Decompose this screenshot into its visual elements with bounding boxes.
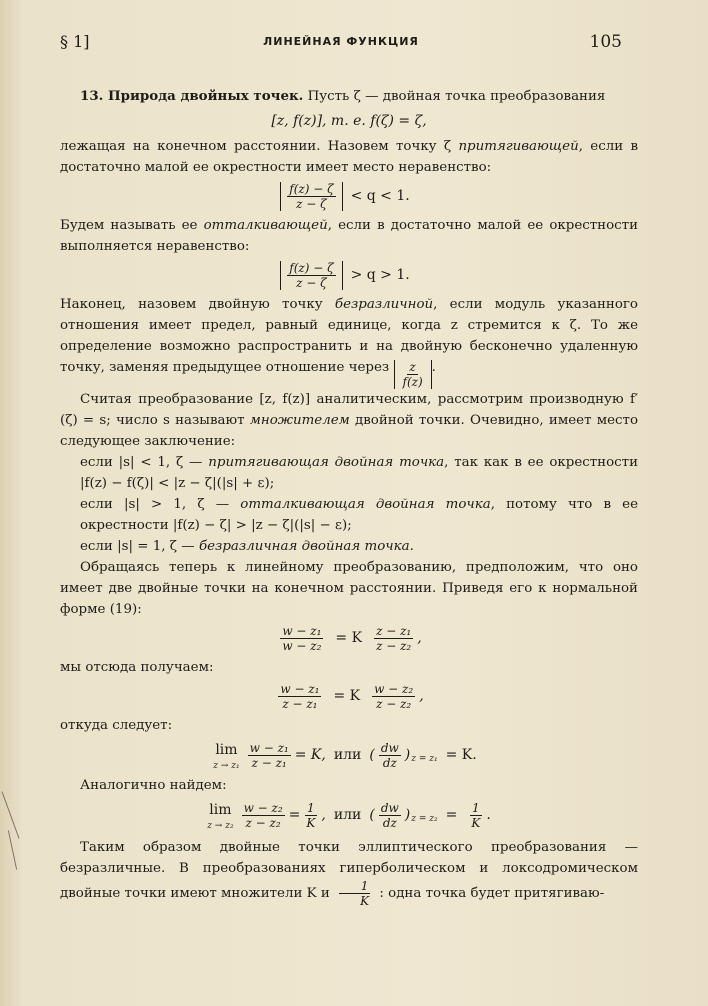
inequality-repelling (60, 261, 638, 290)
text-similarly: Аналогично найдем: (80, 778, 227, 793)
term: отталкивающая двойная точка (240, 497, 491, 512)
page-body (60, 86, 638, 908)
or-word: или (333, 747, 362, 763)
numerator: z − z₁ (376, 624, 412, 638)
fraction (469, 801, 482, 830)
equals: = (288, 807, 301, 823)
equation-limit-z1 (60, 740, 638, 771)
denominator: z − z₁ (251, 756, 287, 770)
numerator: f(z) − ζ (289, 261, 334, 275)
text-we-get: мы отсюда получаем: (60, 660, 214, 675)
margin-pencil-mark (1, 791, 19, 838)
abs-value (280, 182, 342, 211)
equals: = (445, 807, 458, 823)
text: , если модуль указанного отношения имеет предел, равный единице, когда z стремится к ζ. То же определение возможно распространить и на двойную бесконечно удаленную точку, заменяя предыдущее отношение через (60, 297, 638, 375)
equation-rearranged (60, 682, 638, 711)
derivative: ( $\frac{dw}{dz}$ ) $_{z = z_2}$ (369, 801, 438, 830)
derivative-subscript: z = z₁ (411, 754, 438, 764)
denominator: dz (382, 816, 397, 830)
formula-text: [z, f(z)], т. е. f(ζ) = ζ, (271, 113, 427, 129)
fraction (304, 801, 317, 830)
fraction (280, 624, 323, 653)
case-indifferent (60, 536, 638, 557)
denominator: z − z₂ (245, 816, 281, 830)
equals-k: = K (333, 688, 361, 704)
numerator: 1 (339, 879, 371, 894)
fraction (374, 624, 413, 653)
denominator: z − ζ (296, 276, 327, 290)
para-indifferent (60, 294, 638, 389)
numerator: 1 (307, 801, 315, 815)
fraction (242, 801, 285, 830)
denominator: dz (382, 756, 397, 770)
case-attracting (60, 452, 638, 494)
punct: , (419, 688, 424, 704)
abs-value (394, 360, 432, 389)
lim-subscript: z → z₁ (213, 761, 240, 771)
derivative-subscript: z = z₂ (411, 814, 438, 824)
case-repelling (60, 494, 638, 536)
text: . (431, 360, 436, 375)
limit (213, 740, 239, 771)
numerator: dw (380, 741, 399, 755)
fraction (248, 741, 291, 770)
text: : одна точка будет притягиваю- (379, 886, 605, 901)
term-repelling: отталкивающей (203, 218, 328, 233)
relation: > q > 1. (350, 267, 410, 283)
text: Будем называть ее (60, 218, 204, 233)
text: , так как в ее окрестности |f(z) − f(ζ)| < |z − ζ|(|s| + ε); (80, 455, 638, 491)
numerator: 1 (472, 801, 480, 815)
header-title: ЛИНЕЙНАЯ ФУНКЦИЯ (263, 35, 419, 48)
term-attracting: притягивающей (458, 139, 579, 154)
fraction (338, 879, 371, 908)
numerator: dw (380, 801, 399, 815)
text: если |s| < 1, ζ — (80, 455, 209, 470)
denominator: z − z₂ (376, 639, 412, 653)
formula-double-point (60, 111, 638, 132)
text: Считая преобразование [z, f(z)] аналитическим, рассмотрим производную f′(ζ) = s; число s называют (60, 392, 638, 428)
text: если |s| = 1, ζ — (80, 539, 199, 554)
fraction (379, 801, 401, 830)
equals: = K, (294, 747, 326, 763)
term: безразличная двойная точка. (198, 539, 414, 554)
page-number: 105 (589, 32, 622, 52)
text: , потому что в ее окрестности |f(z) − ζ| > |z − ζ|(|s| − ε); (80, 497, 638, 533)
equation-normal-form (60, 624, 638, 653)
para-repelling (60, 215, 638, 257)
numerator: w − z₂ (243, 801, 283, 815)
margin-pencil-mark (8, 830, 17, 869)
fraction (287, 261, 335, 290)
numerator: w − z₁ (280, 682, 320, 696)
denominator: z − z₁ (282, 697, 318, 711)
text: двойной точки. Очевидно, имеет место следующее заключение: (60, 413, 639, 449)
equation-limit-z2 (60, 800, 638, 831)
abs-value (280, 261, 342, 290)
section-heading: 13. Природа двойных точек. (80, 88, 304, 104)
text: , если в достаточно малой ее окрестности имеет место неравенство: (60, 139, 638, 175)
denominator: f(z) (402, 375, 423, 389)
fraction (287, 182, 335, 211)
numerator: w − z₁ (249, 741, 289, 755)
lim-label: lim (209, 802, 232, 818)
header-section: § 1] (60, 32, 90, 51)
denominator: K (360, 894, 370, 908)
text: , если в достаточно малой ее окрестности выполняется неравенство: (60, 218, 638, 254)
text-hence: откуда следует: (60, 718, 173, 733)
limit (207, 800, 233, 831)
denominator: K (306, 816, 316, 830)
running-header (60, 32, 622, 56)
numerator: w − z₁ (282, 624, 322, 638)
text: Наконец, назовем двойную точку (60, 297, 335, 312)
fraction (278, 682, 321, 711)
denominator: z − ζ (296, 197, 327, 211)
equals-k: = K (335, 630, 363, 646)
denominator: w − z₂ (282, 639, 322, 653)
lim-subscript: z → z₂ (207, 821, 234, 831)
fraction (379, 741, 401, 770)
denominator: z − z₂ (376, 697, 412, 711)
result: = K. (445, 747, 477, 763)
lim-label: lim (215, 742, 238, 758)
fraction (401, 360, 425, 389)
numerator: z (409, 360, 416, 374)
para-attracting (60, 136, 638, 178)
term-indifferent: безразличной (334, 297, 434, 312)
text: если |s| > 1, ζ — (80, 497, 241, 512)
inequality-attracting (60, 182, 638, 211)
para-conclusion (60, 837, 638, 908)
numerator: w − z₂ (374, 682, 414, 696)
derivative: ( $\frac{dw}{dz}$ ) $_{z = z_1}$ (369, 741, 438, 770)
punct: , (417, 630, 422, 646)
text: Таким образом двойные точки эллиптического преобразования — безразличные. В преобразованиях гиперболическом и локсодромическом двойные точки имеют множители K и (60, 840, 638, 901)
fraction (372, 682, 415, 711)
relation: < q < 1. (350, 188, 410, 204)
term-multiplier: множителем (249, 413, 350, 428)
punct: . (486, 807, 491, 823)
term: притягивающая двойная точка (208, 455, 445, 470)
numerator: f(z) − ζ (289, 182, 334, 196)
punct: , (321, 807, 326, 823)
para-multiplier (60, 389, 638, 452)
denominator: K (471, 816, 481, 830)
section-13-intro (60, 86, 638, 107)
or-word: или (333, 807, 362, 823)
intro-text: Пусть ζ — двойная точка преобразования (307, 89, 606, 104)
para-linear-transform: Обращаясь теперь к линейному преобразованию, предположим, что оно имеет две двойные точки на конечном расстоянии. Приведя его к нормальной форме (19): (60, 560, 638, 617)
text: лежащая на конечном расстоянии. Назовем точку ζ (60, 139, 459, 154)
